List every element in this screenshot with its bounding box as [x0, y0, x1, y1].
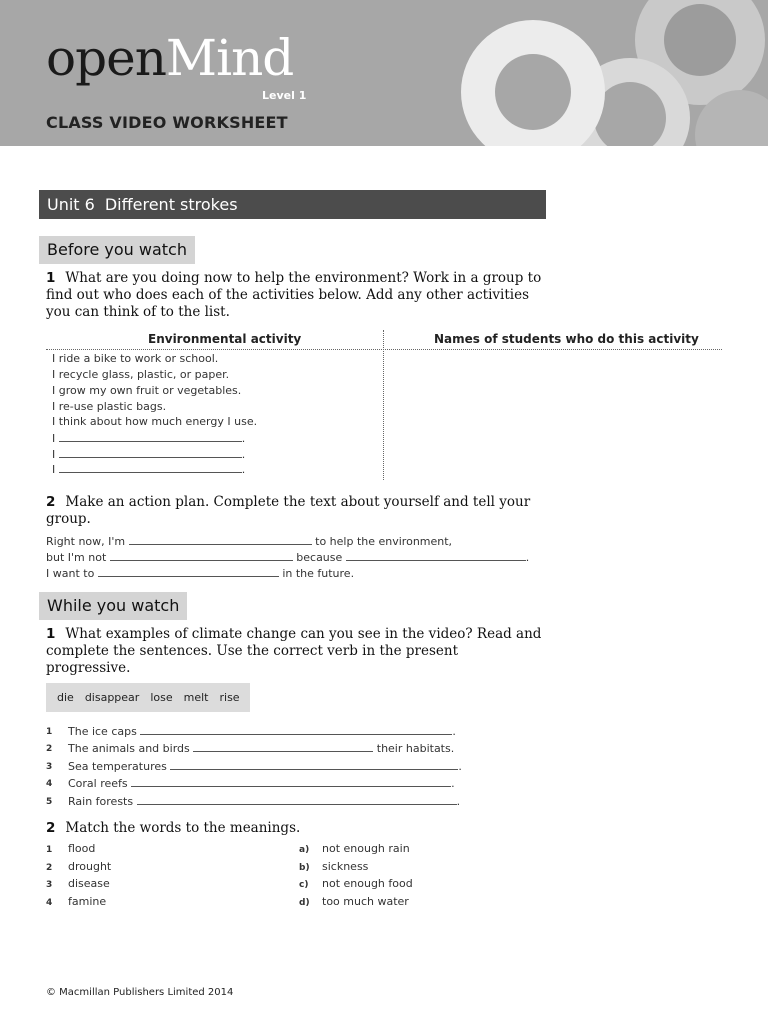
sentence-number: 1 [46, 727, 53, 737]
table-divider-horizontal [46, 349, 722, 350]
answer-blank[interactable] [140, 724, 452, 735]
word-option: disappear [84, 691, 140, 704]
sentence-number: 3 [46, 762, 53, 772]
before-question-2 [46, 494, 546, 528]
answer-blank[interactable] [98, 566, 279, 577]
activity-row: I re-use plastic bags. [52, 400, 167, 413]
activity-blank-row [52, 447, 245, 461]
blank-prefix: I [52, 463, 56, 476]
plan-text: because [296, 551, 343, 564]
sentence-end: . [452, 725, 456, 738]
match-word-number: 2 [46, 863, 53, 873]
header-banner [0, 0, 768, 146]
match-meaning-letter: c) [299, 880, 309, 890]
question-text: Make an action plan. Complete the text about yourself and tell your group. [46, 494, 531, 527]
sentence-text: Coral reefs [68, 777, 128, 790]
match-meaning: not enough rain [322, 842, 410, 855]
word-option: die [57, 691, 74, 704]
plan-line-3 [46, 566, 354, 580]
activity-blank-row [52, 431, 245, 445]
sentence-line [68, 776, 455, 790]
plan-line-2 [46, 550, 529, 564]
question-text: What examples of climate change can you see in the video? Read and complete the sentences. Use the correct verb in the present progressive. [46, 626, 542, 676]
match-meaning-letter: d) [299, 898, 310, 908]
plan-text: to help the environment, [315, 535, 453, 548]
match-word-number: 3 [46, 880, 53, 890]
sentence-end: . [456, 795, 461, 808]
sentence-text: Rain forests [68, 795, 134, 808]
plan-text: in the future. [282, 567, 355, 580]
sentence-end: . [451, 777, 455, 790]
blank-suffix: . [241, 432, 246, 445]
match-word: disease [68, 877, 110, 890]
activity-row: I ride a bike to work or school. [52, 352, 219, 365]
sentence-number: 5 [46, 797, 53, 807]
blank-prefix: I [52, 432, 56, 445]
logo-open: open [46, 29, 166, 87]
question-number: 2 [46, 820, 56, 836]
plan-text: I want to [46, 567, 95, 580]
answer-blank[interactable] [346, 550, 526, 561]
copyright: © Macmillan Publishers Limited 2014 [46, 987, 234, 998]
activity-row: I recycle glass, plastic, or paper. [52, 368, 230, 381]
sentence-text: The animals and birds [68, 742, 190, 755]
sentence-number: 2 [46, 744, 53, 754]
match-word-number: 4 [46, 898, 53, 908]
logo [46, 28, 293, 88]
blank-suffix: . [241, 448, 246, 461]
plan-text: Right now, I'm [46, 535, 126, 548]
sentence-line [68, 724, 456, 738]
activity-blank-row [52, 462, 245, 476]
activity-row: I think about how much energy I use. [52, 415, 258, 428]
word-option: melt [183, 691, 209, 704]
answer-blank[interactable] [170, 759, 458, 770]
answer-blank[interactable] [131, 776, 451, 787]
level-label: Level 1 [262, 89, 307, 102]
unit-number: Unit 6 [47, 195, 95, 214]
table-divider-vertical [383, 330, 384, 480]
plan-text: but I'm not [46, 551, 107, 564]
question-number: 2 [46, 494, 56, 510]
blank-prefix: I [52, 448, 56, 461]
answer-blank[interactable] [59, 431, 242, 442]
plan-line-1 [46, 534, 452, 548]
sentence-text: The ice caps [68, 725, 137, 738]
match-meaning: sickness [322, 860, 369, 873]
match-meaning: too much water [322, 895, 409, 908]
question-number: 1 [46, 270, 56, 286]
sentence-number: 4 [46, 779, 53, 789]
sentence-end: . [458, 760, 462, 773]
unit-title: Different strokes [104, 195, 238, 214]
before-question-1 [46, 270, 546, 321]
worksheet-subtitle: CLASS VIDEO WORKSHEET [46, 113, 288, 132]
table-header-names: Names of students who do this activity [434, 332, 699, 346]
word-option: lose [150, 691, 173, 704]
answer-blank[interactable] [137, 794, 457, 805]
word-option: rise [219, 691, 240, 704]
sentence-text: Sea temperatures [68, 760, 167, 773]
word-box [46, 683, 250, 712]
match-word: famine [68, 895, 107, 908]
unit-bar [39, 190, 546, 219]
while-question-1 [46, 626, 546, 677]
match-meaning: not enough food [322, 877, 413, 890]
section-heading-before: Before you watch [39, 236, 195, 264]
answer-blank[interactable] [110, 550, 293, 561]
match-meaning-letter: a) [299, 845, 310, 855]
answer-blank[interactable] [59, 447, 242, 458]
sentence-line [68, 759, 462, 773]
answer-blank[interactable] [129, 534, 312, 545]
blank-suffix: . [241, 463, 246, 476]
match-word-number: 1 [46, 845, 53, 855]
plan-text: . [525, 551, 530, 564]
activity-row: I grow my own fruit or vegetables. [52, 384, 242, 397]
answer-blank[interactable] [193, 741, 373, 752]
question-number: 1 [46, 626, 56, 642]
logo-mind: Mind [165, 29, 294, 87]
match-meaning-letter: b) [299, 863, 310, 873]
while-question-2 [46, 820, 546, 837]
match-word: flood [68, 842, 96, 855]
table-header-activity: Environmental activity [148, 332, 302, 346]
section-heading-while: While you watch [39, 592, 187, 620]
match-word: drought [68, 860, 112, 873]
sentence-line [68, 794, 460, 808]
sentence-end: their habitats. [376, 742, 455, 755]
question-text: Match the words to the meanings. [65, 820, 301, 836]
answer-blank[interactable] [59, 462, 242, 473]
sentence-line [68, 741, 454, 755]
question-text: What are you doing now to help the environment? Work in a group to find out who does each of the activities below. Add any other activities you can think of to the list. [46, 270, 542, 320]
